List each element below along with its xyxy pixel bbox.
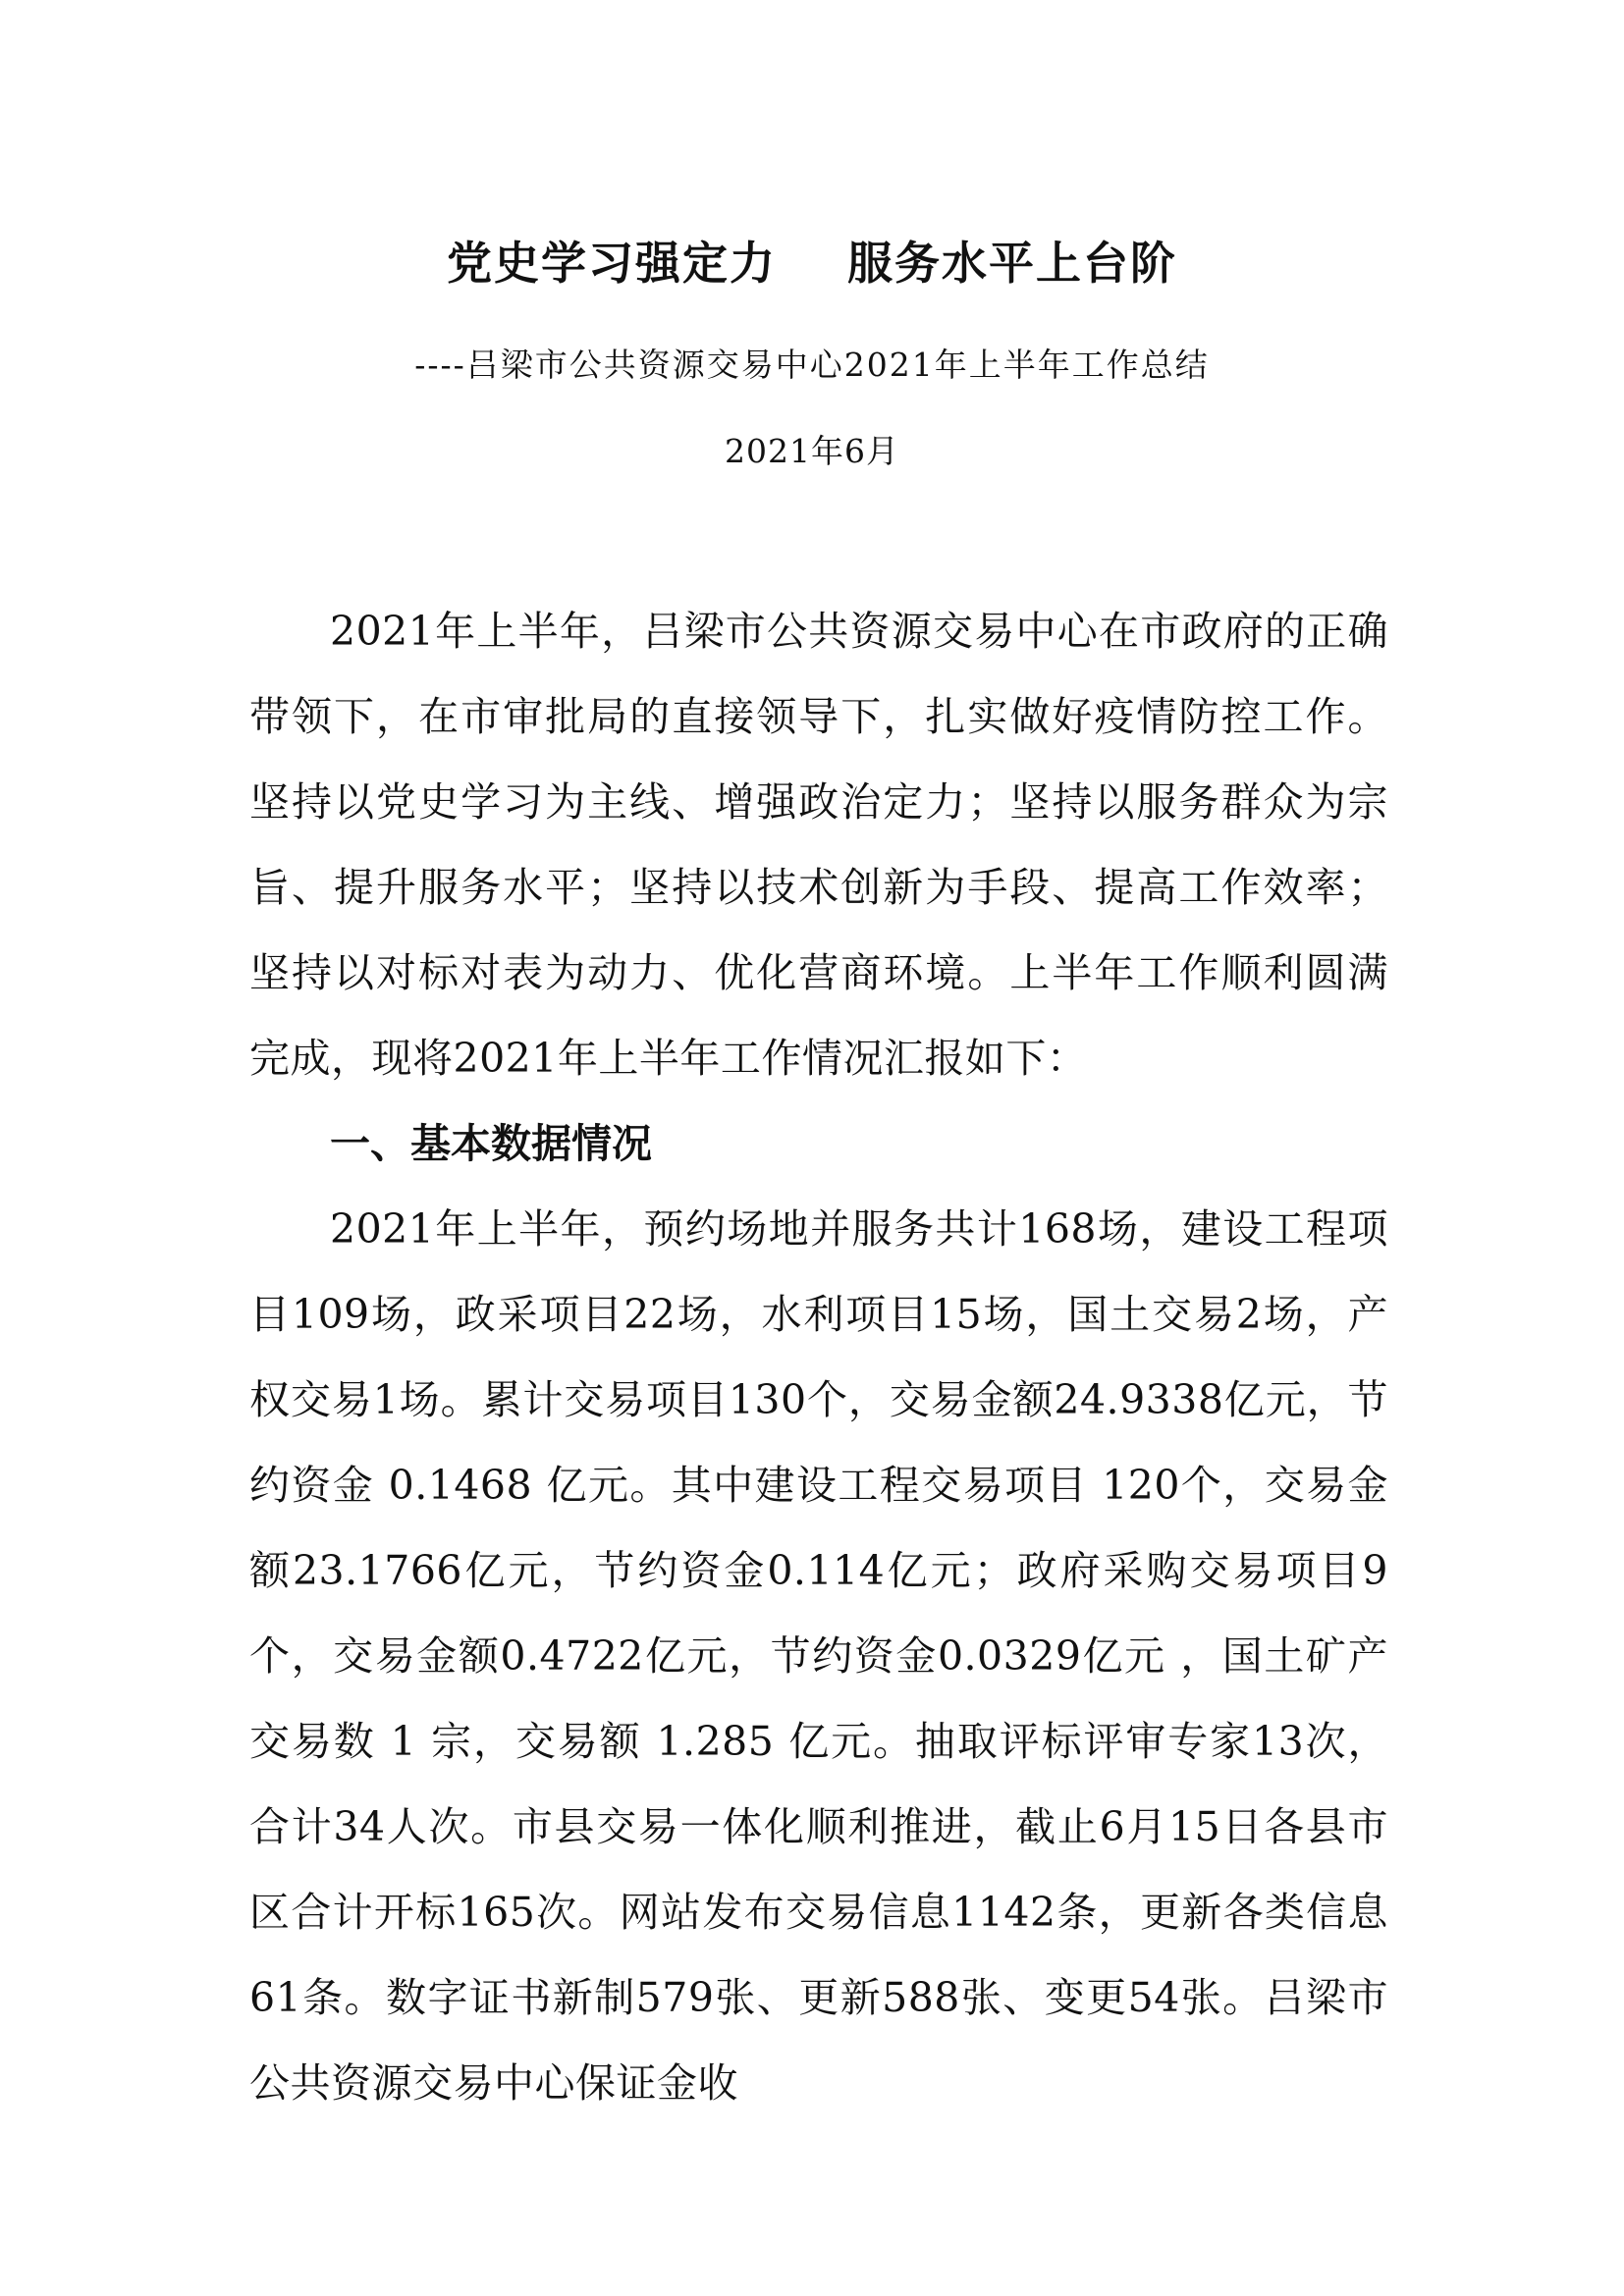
document-body xyxy=(249,589,1388,2126)
intro-paragraph: 2021年上半年，吕梁市公共资源交易中心在市政府的正确带领下，在市审批局的直接领导下，扎实做好疫情防控工作。坚持以党史学习为主线、增强政治定力；坚持以服务群众为宗旨、提升服务水平；坚持以技术创新为手段、提高工作效率；坚持以对标对表为动力、优化营商环境。上半年工作顺利圆满完成，现将2021年上半年工作情况汇报如下： xyxy=(249,608,1388,1082)
section-heading-basic-data: 一、基本数据情况 xyxy=(330,1120,652,1167)
document-title: 党史学习强定力 服务水平上台阶 xyxy=(446,237,1178,290)
document-date: 2021年6月 xyxy=(725,432,899,470)
basic-data-paragraph: 2021年上半年，预约场地并服务共计168场，建设工程项目109场，政采项目22场，水利项目15场，国土交易2场，产权交易1场。累计交易项目130个，交易金额24.9338亿元，节约资金 0.1468 亿元。其中建设工程交易项目 120个，交易金额23.1766亿元，节约资金0.114亿元；政府采购交易项目9个，交易金额0.4722亿元，节约资金0.0329亿元 ，国土矿产交易数 1 宗，交易额 1.285 亿元。抽取评标评审专家13次，合计34人次。市县交易一体化顺利推进，截止6月15日各县市区合计开标165次。网站发布交易信息1142条，更新各类信息61条。数字证书新制579张、更新588张、变更54张。吕梁市公共资源交易中心保证金收 xyxy=(249,1205,1388,2107)
document-subtitle: ----吕梁市公共资源交易中心2021年上半年工作总结 xyxy=(414,346,1210,384)
